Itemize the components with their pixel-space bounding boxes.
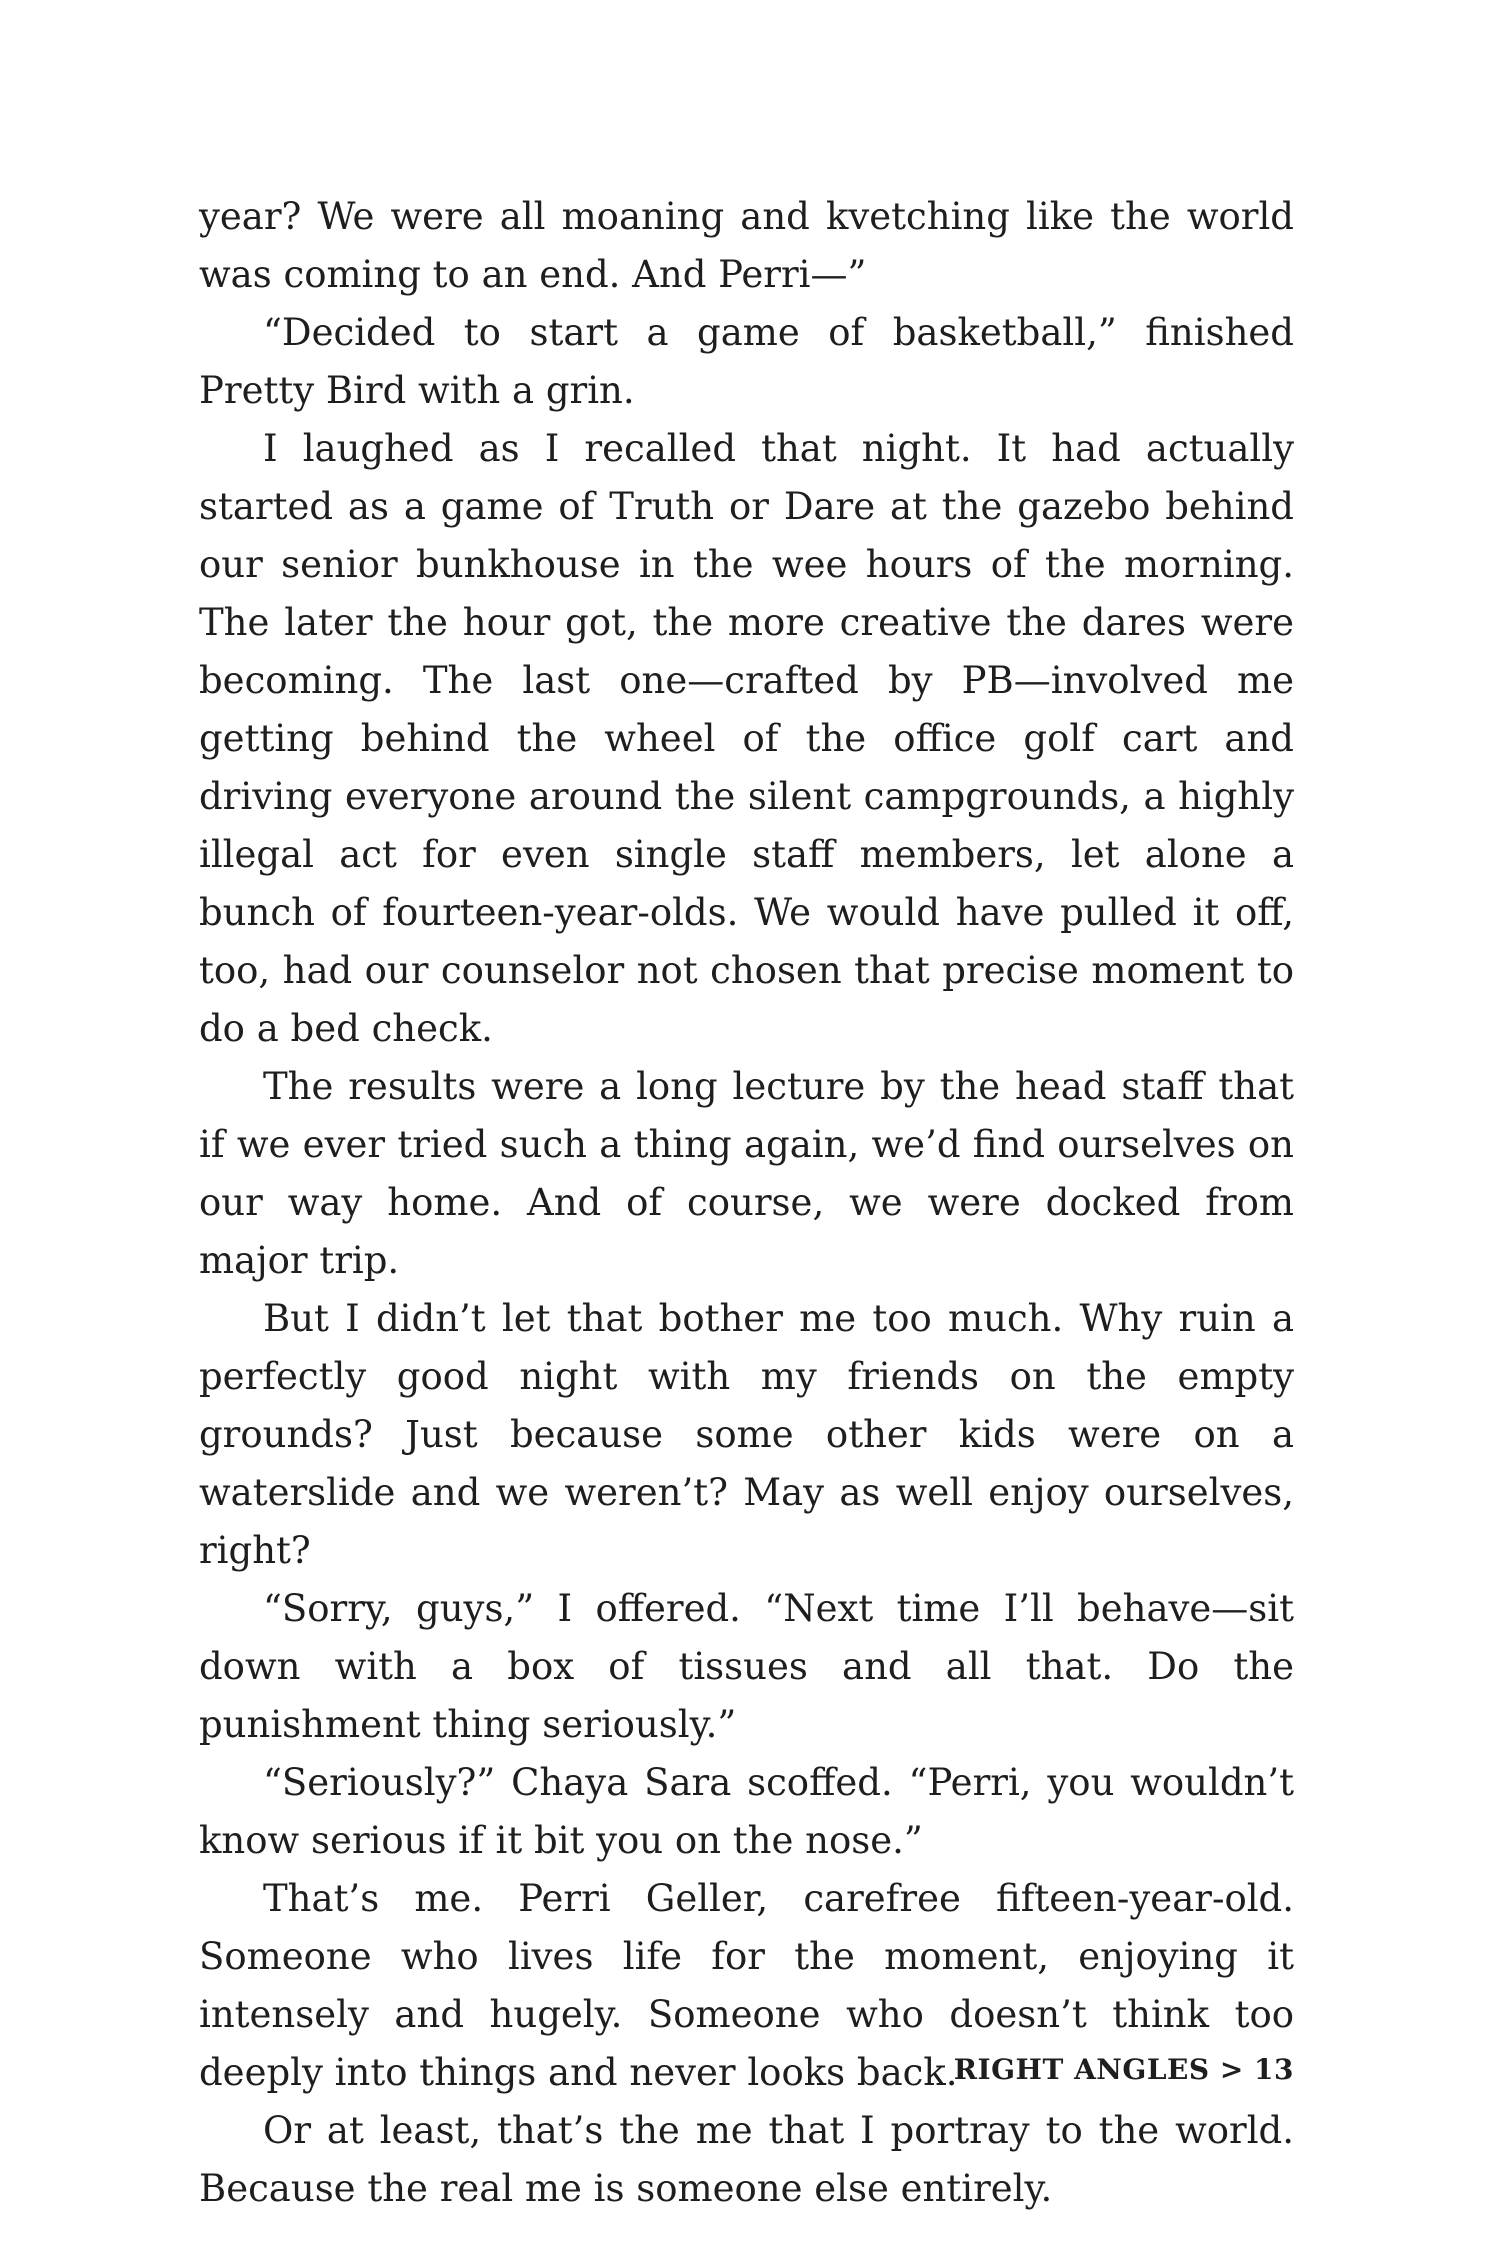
paragraph: That’s me. Perri Geller, carefree fifteen-year-old. Someone who lives life for the moment, enjoying it intensely and hugely. Someone who doesn’t think too deeply into things and never looks back. [199,1877,1294,2094]
paragraph: “Seriously?” Chaya Sara scoffed. “Perri, you wouldn’t know serious if it bit you on the nose.” [199,1761,1294,1862]
paragraph: “Decided to start a game of basketball,” finished Pretty Bird with a grin. [199,311,1294,412]
paragraph-continued: year? We were all moaning and kvetching like the world was coming to an end. And Perri—” [199,195,1294,296]
paragraph: But I didn’t let that bother me too much. Why ruin a perfectly good night with my friends on the empty grounds? Just because some other kids were on a waterslide and we weren’t? May as well enjoy ourselves, right? [199,1297,1294,1572]
body-text [199,188,1294,2218]
paragraph: “Sorry, guys,” I offered. “Next time I’ll behave—sit down with a box of tissues and all that. Do the punishment thing seriously.” [199,1587,1294,1746]
paragraph: I laughed as I recalled that night. It had actually started as a game of Truth or Dare at the gazebo behind our senior bunkhouse in the wee hours of the morning. The later the hour got, the more creative the dares were becoming. The last one—crafted by PB—involved me getting behind the wheel of the office golf cart and driving everyone around the silent campgrounds, a highly illegal act for even single staff members, let alone a bunch of fourteen-year-olds. We would have pulled it off, too, had our counselor not chosen that precise moment to do a bed check. [199,427,1294,1050]
running-footer: RIGHT ANGLES > 13 [953,2053,1294,2086]
paragraph: The results were a long lecture by the head staff that if we ever tried such a thing again, we’d find ourselves on our way home. And of course, we were docked from major trip. [199,1065,1294,1282]
paragraph: Or at least, that’s the me that I portray to the world. Because the real me is someone else entirely. [199,2109,1294,2210]
